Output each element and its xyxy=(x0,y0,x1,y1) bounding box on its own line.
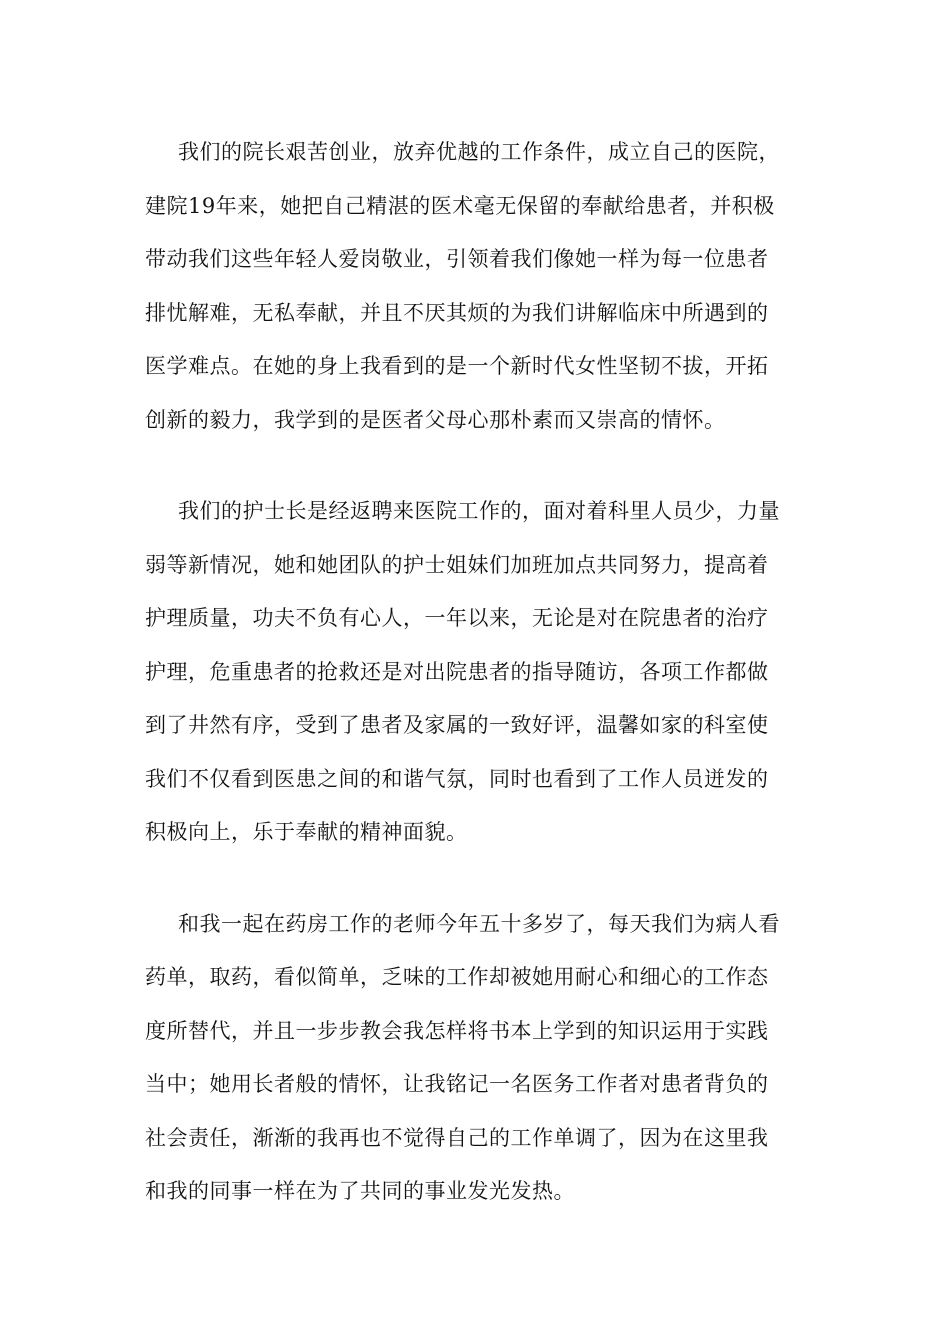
text-line: 药单，取药，看似简单，乏味的工作却被她用耐心和细心的工作态 xyxy=(145,965,769,989)
text-line: 弱等新情况，她和她团队的护士姐妹们加班加点共同努力，提高着 xyxy=(145,552,769,577)
text-line: 排忧解难，无私奉献，并且不厌其烦的为我们讲解临床中所遇到的 xyxy=(145,300,769,325)
document-body xyxy=(145,126,815,1257)
text-line: 度所替代，并且一步步教会我怎样将书本上学到的知识运用于实践 xyxy=(145,1018,769,1043)
text-line: 和我的同事一样在为了共同的事业发光发热。 xyxy=(145,1179,575,1203)
text-line: 医学难点。在她的身上我看到的是一个新时代女性坚韧不拔，开拓 xyxy=(145,354,769,378)
paragraph-pharmacy-teacher xyxy=(145,898,815,1219)
text-line: 创新的毅力，我学到的是医者父母心那朴素而又崇高的情怀。 xyxy=(145,407,726,432)
text-line: 我们的护士长是经返聘来医院工作的，面对着科里人员少，力量 xyxy=(178,499,780,523)
text-line: 护理质量，功夫不负有心人，一年以来，无论是对在院患者的治疗 xyxy=(145,606,769,630)
text-line: 我们不仅看到医患之间的和谐气氛，同时也看到了工作人员迸发的 xyxy=(145,766,769,791)
paragraph-head-nurse xyxy=(145,485,815,860)
text-line: 和我一起在药房工作的老师今年五十多岁了，每天我们为病人看 xyxy=(178,911,780,936)
paragraph-president xyxy=(145,126,815,447)
text-line: 带动我们这些年轻人爱岗敬业，引领着我们像她一样为每一位患者 xyxy=(145,247,769,271)
text-line: 我们的院长艰苦创业，放弃优越的工作条件，成立自己的医院， xyxy=(178,140,780,164)
text-line: 到了井然有序，受到了患者及家属的一致好评，温馨如家的科室使 xyxy=(145,713,769,737)
text-line: 积极向上，乐于奉献的精神面貌。 xyxy=(145,820,468,844)
text-line: 社会责任，渐渐的我再也不觉得自己的工作单调了，因为在这里我 xyxy=(145,1125,769,1150)
text-line: 当中；她用长者般的情怀，让我铭记一名医务工作者对患者背负的 xyxy=(145,1072,769,1096)
text-line: 护理，危重患者的抢救还是对出院患者的指导随访，各项工作都做 xyxy=(145,659,769,684)
text-line: 建院19年来，她把自己精湛的医术毫无保留的奉献给患者，并积极 xyxy=(145,193,775,218)
